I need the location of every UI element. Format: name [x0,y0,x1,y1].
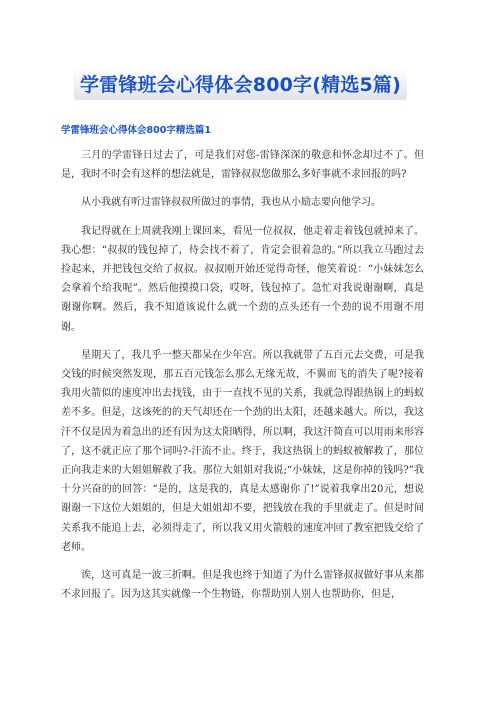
paragraph-5: 诶，这可真是一波三折啊。但是我也终于知道了为什么雷锋叔叔做好事从来都不求回报了。因为这其实就像一个生物链，你帮助别人别人也帮助你，但是， [61,570,424,601]
paragraph-2: 从小我就有听过雷锋叔叔所做过的事情，我也从小励志要向他学习。 [81,197,381,209]
paragraph-1: 三月的学雷锋日过去了，可是我们对您-雷锋深深的敬意和怀念却过不了。但是，我时不时会有这样的想法就是，雷锋叔叔您做那么多好事就不求回报的吗? [61,150,424,181]
title-wrap [57,0,424,100]
document-title: 学雷锋班会心得体会800字(精选5篇) [74,67,407,100]
section-heading: 学雷锋班会心得体会800字精选篇1 [61,125,211,136]
paragraph-4: 星期天了，我几乎一整天都呆在少年宫。所以我就带了五百元去交费，可是我交钱的时候突然发现，那五百元钱怎么那么无缘无故，不翼而飞的消失了呢?接着我用火箭似的速度冲出去找钱，由于一直找不见的关系，我就急得跟热锅上的蚂蚁差不多。但是，这该死的的天气却还在一个劲的出太阳，还越来越大。所以，我这汗不仅是因为着急出的还有因为这太阳晒得，所以啊，我这汗简直可以用雨来形容了，这不就正应了那个词吗?-汗流不止。终于，我这热锅上的蚂蚁被解救了，那位正向我走来的大姐姐解救了我。那位大姐姐对我说;“小妹妹，这是你掉的钱吗?”我十分兴奋的的回答：“是的，这是我的，真是太感谢你了!”说着我拿出20元，想说谢谢一下这位大姐姐的，但是大姐姐却不要，把钱放在我的手里就走了。但是时间关系我不能追上去，必须得走了，所以我又用火箭般的速度冲回了教室把钱交给了老师。 [61,349,424,553]
paragraph-3: 我记得就在上周就我刚上课回来，看见一位叔叔，他走着走着钱包就掉来了。我心想：“叔叔的钱包掉了，待会找不着了，肯定会很着急的。”所以我立马跑过去捡起来，并把钱包交给了叔叔。叔叔刚开始还觉得奇怪，他笑着说：“小妹妹怎么会拿着个给我呢”。然后他摸摸口袋，哎呀，钱包掉了。急忙对我说谢谢啊，真是谢谢你啊。然后，我不知道该说什么就一个劲的点头还有一个劲的说不用谢不用谢。 [61,225,424,333]
